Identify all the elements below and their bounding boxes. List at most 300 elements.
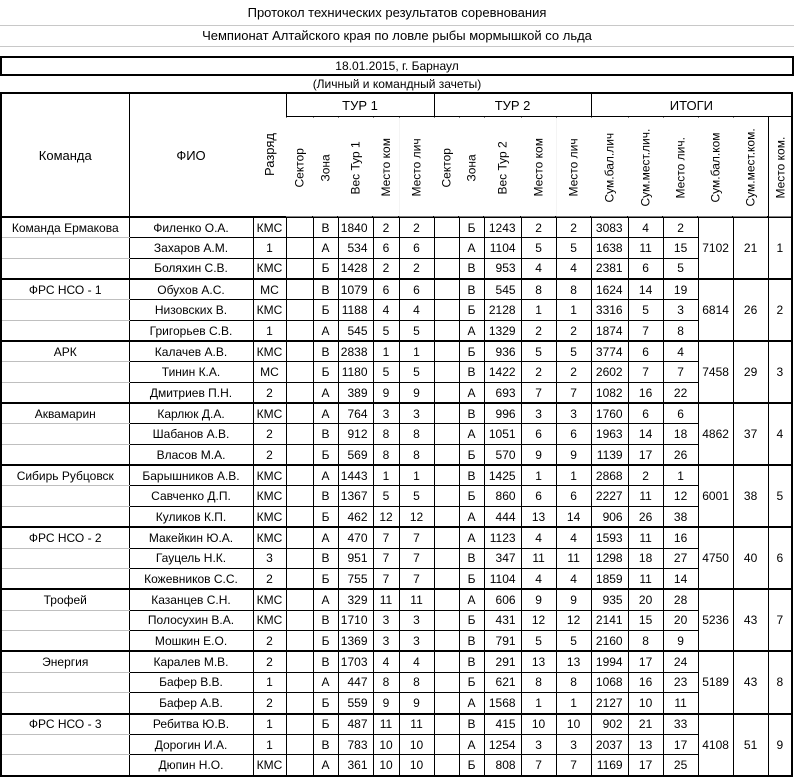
cell-t1-sektor [286,465,313,486]
member-row [1,238,792,259]
cell-t2-mesto-kom: 9 [521,445,556,466]
cell-t1-ves: 1703 [338,651,373,672]
cell-t2-mesto-lich: 2 [556,217,591,238]
cell-mesto-lich: 33 [663,714,698,735]
cell-sum-mest-kom: 40 [733,527,768,589]
cell-team-name [1,548,129,569]
cell-t2-sektor [434,445,459,466]
cell-mesto-lich: 3 [663,300,698,321]
cell-t2-mesto-kom: 5 [521,631,556,652]
cell-t2-ves: 347 [484,548,521,569]
cell-t2-mesto-kom: 2 [521,320,556,341]
cell-t1-zona: В [313,424,338,445]
cell-t2-zona: А [459,589,484,610]
cell-t1-sektor [286,569,313,590]
member-row [1,693,792,714]
cell-t2-mesto-kom: 8 [521,672,556,693]
cell-sum-bal-lich: 1298 [591,548,628,569]
cell-t1-ves: 447 [338,672,373,693]
cell-t1-ves: 2838 [338,341,373,362]
note: (Личный и командный зачеты) [312,77,482,91]
cell-sum-mest-lich: 7 [628,320,663,341]
cell-sum-mest-lich: 17 [628,445,663,466]
cell-t2-ves: 444 [484,507,521,528]
cell-t2-mesto-kom: 12 [521,610,556,631]
member-row [1,755,792,776]
cell-t2-sektor [434,486,459,507]
cell-t2-mesto-kom: 13 [521,651,556,672]
cell-t1-zona: А [313,320,338,341]
cell-t1-ves: 1428 [338,258,373,279]
cell-t2-zona: Б [459,300,484,321]
cell-sum-bal-lich: 935 [591,589,628,610]
cell-sum-bal-kom: 5189 [698,651,733,713]
cell-t1-sektor [286,403,313,424]
cell-sum-mest-lich: 11 [628,238,663,259]
cell-sum-mest-lich: 10 [628,693,663,714]
cell-sum-mest-lich: 11 [628,527,663,548]
cell-sum-mest-kom: 51 [733,714,768,776]
cell-t1-mesto-lich: 11 [399,589,434,610]
cell-t2-ves: 953 [484,258,521,279]
cell-t2-mesto-kom: 2 [521,217,556,238]
cell-t1-sektor [286,362,313,383]
cell-mesto-lich: 28 [663,589,698,610]
member-row [1,424,792,445]
cell-t1-ves: 470 [338,527,373,548]
cell-t1-zona: Б [313,507,338,528]
cell-razryad: 2 [253,424,286,445]
cell-t2-mesto-kom: 5 [521,341,556,362]
cell-t1-mesto-lich: 8 [399,445,434,466]
cell-t2-zona: В [459,465,484,486]
cell-t1-zona: В [313,486,338,507]
cell-sum-mest-lich: 26 [628,507,663,528]
cell-t2-mesto-kom: 1 [521,693,556,714]
cell-sum-bal-lich: 1963 [591,424,628,445]
cell-fio: Калачев А.В. [129,341,253,362]
cell-t2-sektor [434,238,459,259]
cell-sum-bal-kom: 6814 [698,279,733,341]
cell-t2-mesto-lich: 3 [556,403,591,424]
cell-t1-zona: А [313,672,338,693]
cell-t1-mesto-lich: 6 [399,279,434,300]
cell-mesto-lich: 1 [663,465,698,486]
cell-fio: Дорогин И.А. [129,734,253,755]
cell-razryad: 2 [253,445,286,466]
cell-t1-mesto-kom: 2 [373,258,399,279]
cell-t1-mesto-lich: 6 [399,238,434,259]
cell-t2-ves: 415 [484,714,521,735]
cell-sum-mest-lich: 17 [628,651,663,672]
cell-t1-zona: Б [313,693,338,714]
cell-t1-zona: Б [313,258,338,279]
cell-t1-sektor [286,714,313,735]
cell-fio: Полосухин В.А. [129,610,253,631]
cell-t1-zona: Б [313,631,338,652]
cell-mesto-lich: 14 [663,569,698,590]
cell-razryad: КМС [253,486,286,507]
cell-t1-zona: Б [313,362,338,383]
cell-t1-zona: В [313,341,338,362]
member-row [1,548,792,569]
cell-t2-sektor [434,465,459,486]
cell-t1-mesto-lich: 5 [399,320,434,341]
cell-team-name: Сибирь Рубцовск [1,465,129,486]
cell-t2-zona: Б [459,341,484,362]
cell-fio: Куликов К.П. [129,507,253,528]
cell-sum-mest-kom: 29 [733,341,768,403]
cell-t1-mesto-kom: 6 [373,279,399,300]
cell-t2-mesto-lich: 6 [556,424,591,445]
member-row [1,507,792,528]
cell-t1-mesto-lich: 2 [399,258,434,279]
col-header-itogi-sum-mest-lich: Сум.мест.лич. [628,117,663,218]
cell-fio: Боляхин С.В. [129,258,253,279]
cell-t1-zona: А [313,589,338,610]
cell-team-name [1,320,129,341]
cell-t2-ves: 1254 [484,734,521,755]
cell-t1-mesto-kom: 12 [373,507,399,528]
cell-sum-mest-lich: 18 [628,548,663,569]
cell-t2-ves: 606 [484,589,521,610]
cell-sum-mest-kom: 37 [733,403,768,465]
cell-t2-zona: Б [459,217,484,238]
cell-t1-mesto-lich: 3 [399,631,434,652]
cell-t2-mesto-lich: 7 [556,383,591,404]
col-header-t1-zona: Зона [313,117,338,218]
member-row [1,527,792,548]
cell-mesto-kom: 5 [768,465,792,527]
cell-mesto-kom: 9 [768,714,792,776]
cell-fio: Каралев М.В. [129,651,253,672]
cell-t2-zona: А [459,527,484,548]
cell-t1-sektor [286,631,313,652]
cell-t1-mesto-kom: 3 [373,610,399,631]
col-header-t2-mesto-lich: Место лич [556,117,591,218]
cell-t2-zona: А [459,238,484,259]
cell-mesto-lich: 12 [663,486,698,507]
cell-t1-ves: 361 [338,755,373,776]
cell-t1-mesto-kom: 11 [373,714,399,735]
cell-fio: Бафер В.В. [129,672,253,693]
cell-t1-ves: 1188 [338,300,373,321]
cell-sum-mest-lich: 6 [628,341,663,362]
cell-fio: Шабанов А.В. [129,424,253,445]
cell-fio: Власов М.А. [129,445,253,466]
cell-mesto-lich: 7 [663,362,698,383]
cell-t1-zona: В [313,651,338,672]
cell-t1-mesto-kom: 5 [373,320,399,341]
cell-t2-sektor [434,527,459,548]
member-row [1,734,792,755]
cell-t2-zona: А [459,734,484,755]
cell-t1-ves: 764 [338,403,373,424]
cell-t1-mesto-lich: 3 [399,403,434,424]
cell-t2-mesto-lich: 1 [556,465,591,486]
cell-razryad: 1 [253,238,286,259]
cell-team-name [1,486,129,507]
cell-t1-sektor [286,486,313,507]
cell-sum-bal-lich: 1082 [591,383,628,404]
cell-t2-zona: А [459,383,484,404]
cell-sum-bal-lich: 1068 [591,672,628,693]
cell-t1-sektor [286,507,313,528]
cell-t1-mesto-lich: 5 [399,486,434,507]
cell-t2-zona: В [459,651,484,672]
cell-t1-mesto-kom: 4 [373,300,399,321]
cell-sum-bal-lich: 902 [591,714,628,735]
cell-sum-bal-lich: 1760 [591,403,628,424]
cell-sum-bal-lich: 1994 [591,651,628,672]
cell-fio: Савченко Д.П. [129,486,253,507]
cell-t2-sektor [434,424,459,445]
cell-t1-sektor [286,300,313,321]
cell-fio: Карлюк Д.А. [129,403,253,424]
cell-sum-bal-kom: 7102 [698,217,733,279]
cell-sum-bal-lich: 2602 [591,362,628,383]
cell-team-name: Аквамарин [1,403,129,424]
cell-t2-ves: 2128 [484,300,521,321]
cell-fio: Мошкин Е.О. [129,631,253,652]
cell-t2-sektor [434,569,459,590]
cell-t2-ves: 936 [484,341,521,362]
cell-fio: Дюпин Н.О. [129,755,253,776]
cell-sum-mest-lich: 14 [628,424,663,445]
cell-t2-zona: В [459,631,484,652]
cell-t1-ves: 1367 [338,486,373,507]
cell-t1-ves: 329 [338,589,373,610]
member-row [1,362,792,383]
cell-t1-sektor [286,651,313,672]
cell-fio: Казанцев С.Н. [129,589,253,610]
cell-t2-mesto-lich: 11 [556,548,591,569]
cell-mesto-lich: 15 [663,238,698,259]
cell-t2-zona: Б [459,486,484,507]
cell-sum-mest-kom: 21 [733,217,768,279]
cell-t2-sektor [434,362,459,383]
cell-sum-bal-lich: 1638 [591,238,628,259]
cell-t2-sektor [434,714,459,735]
cell-t2-mesto-lich: 9 [556,589,591,610]
results-table [0,92,793,777]
cell-t2-zona: В [459,548,484,569]
cell-t1-mesto-kom: 10 [373,734,399,755]
cell-sum-mest-lich: 5 [628,300,663,321]
col-header-t2-sektor: Сектор [434,117,459,218]
cell-t1-mesto-kom: 2 [373,217,399,238]
cell-t1-zona: В [313,610,338,631]
cell-t2-mesto-lich: 5 [556,341,591,362]
cell-razryad: КМС [253,217,286,238]
member-row [1,341,792,362]
cell-t1-mesto-lich: 4 [399,651,434,672]
cell-t2-ves: 791 [484,631,521,652]
cell-t1-ves: 487 [338,714,373,735]
cell-fio: Григорьев С.В. [129,320,253,341]
cell-t2-mesto-kom: 10 [521,714,556,735]
cell-mesto-lich: 22 [663,383,698,404]
cell-razryad: КМС [253,300,286,321]
cell-team-name: АРК [1,341,129,362]
cell-mesto-lich: 16 [663,527,698,548]
cell-sum-bal-lich: 2227 [591,486,628,507]
cell-team-name [1,569,129,590]
cell-t1-mesto-lich: 12 [399,507,434,528]
cell-t1-mesto-kom: 9 [373,383,399,404]
cell-mesto-lich: 20 [663,610,698,631]
cell-t2-ves: 1425 [484,465,521,486]
cell-fio: Дмитриев П.Н. [129,383,253,404]
cell-razryad: 2 [253,631,286,652]
cell-t1-ves: 1079 [338,279,373,300]
cell-mesto-lich: 5 [663,258,698,279]
cell-sum-mest-lich: 15 [628,610,663,631]
col-header-itogi-sum-mest-kom: Сум.мест.ком. [733,117,768,218]
cell-fio: Ребитва Ю.В. [129,714,253,735]
cell-sum-mest-lich: 4 [628,217,663,238]
cell-t2-sektor [434,610,459,631]
cell-team-name [1,631,129,652]
cell-t1-mesto-kom: 9 [373,693,399,714]
cell-t2-mesto-lich: 14 [556,507,591,528]
cell-sum-bal-lich: 2037 [591,734,628,755]
cell-sum-bal-lich: 1169 [591,755,628,776]
cell-mesto-kom: 2 [768,279,792,341]
cell-team-name [1,610,129,631]
member-row [1,589,792,610]
cell-fio: Филенко О.А. [129,217,253,238]
cell-t1-mesto-kom: 7 [373,548,399,569]
member-row [1,279,792,300]
cell-razryad: КМС [253,465,286,486]
cell-t1-mesto-kom: 8 [373,672,399,693]
cell-t2-mesto-lich: 13 [556,651,591,672]
cell-t2-mesto-lich: 2 [556,362,591,383]
cell-team-name: Энергия [1,651,129,672]
cell-sum-bal-kom: 5236 [698,589,733,651]
cell-sum-bal-lich: 2868 [591,465,628,486]
cell-t2-mesto-kom: 9 [521,589,556,610]
cell-team-name [1,258,129,279]
cell-sum-mest-lich: 14 [628,279,663,300]
cell-t2-zona: Б [459,445,484,466]
col-header-t2-zona: Зона [459,117,484,218]
cell-sum-mest-lich: 13 [628,734,663,755]
cell-sum-mest-lich: 11 [628,569,663,590]
cell-t2-zona: В [459,258,484,279]
cell-t2-ves: 1422 [484,362,521,383]
cell-team-name: ФРС НСО - 3 [1,714,129,735]
cell-t1-ves: 783 [338,734,373,755]
cell-t2-ves: 431 [484,610,521,631]
cell-sum-bal-lich: 3316 [591,300,628,321]
cell-t1-ves: 1443 [338,465,373,486]
cell-t2-sektor [434,258,459,279]
col-header-itogi-sum-bal-kom: Сум.бал.ком [698,117,733,218]
header-group-row [1,93,792,117]
member-row [1,403,792,424]
cell-fio: Тинин К.А. [129,362,253,383]
cell-mesto-lich: 2 [663,217,698,238]
cell-t1-mesto-lich: 9 [399,383,434,404]
cell-t2-mesto-kom: 2 [521,362,556,383]
cell-t1-mesto-lich: 7 [399,548,434,569]
cell-t2-sektor [434,631,459,652]
cell-team-name [1,445,129,466]
cell-razryad: 2 [253,569,286,590]
member-row [1,320,792,341]
cell-t2-mesto-kom: 1 [521,300,556,321]
cell-sum-bal-lich: 1139 [591,445,628,466]
cell-t2-sektor [434,589,459,610]
cell-fio: Барышников А.В. [129,465,253,486]
cell-t2-ves: 1243 [484,217,521,238]
cell-sum-bal-lich: 3083 [591,217,628,238]
cell-t1-zona: А [313,238,338,259]
cell-t2-sektor [434,755,459,776]
cell-t2-zona: В [459,279,484,300]
cell-sum-bal-kom: 7458 [698,341,733,403]
cell-mesto-lich: 4 [663,341,698,362]
cell-sum-bal-lich: 906 [591,507,628,528]
cell-t1-ves: 1840 [338,217,373,238]
cell-razryad: КМС [253,755,286,776]
cell-t2-ves: 693 [484,383,521,404]
cell-razryad: КМС [253,527,286,548]
col-header-itogi-mesto-kom: Место ком. [768,117,792,218]
cell-t2-ves: 1329 [484,320,521,341]
cell-t2-sektor [434,383,459,404]
cell-t2-zona: А [459,320,484,341]
cell-t1-ves: 534 [338,238,373,259]
cell-team-name [1,362,129,383]
cell-t2-mesto-lich: 7 [556,755,591,776]
cell-mesto-lich: 6 [663,403,698,424]
cell-team-name [1,693,129,714]
cell-t2-ves: 808 [484,755,521,776]
cell-t2-mesto-lich: 1 [556,693,591,714]
member-row [1,258,792,279]
cell-mesto-kom: 1 [768,217,792,279]
cell-t1-mesto-lich: 10 [399,734,434,755]
cell-sum-bal-kom: 4862 [698,403,733,465]
member-row [1,672,792,693]
document-subtitle: Чемпионат Алтайского края по ловле рыбы мормышкой со льда [0,26,794,47]
cell-t2-mesto-lich: 4 [556,258,591,279]
cell-t2-mesto-lich: 5 [556,631,591,652]
cell-t2-sektor [434,672,459,693]
cell-mesto-lich: 27 [663,548,698,569]
cell-mesto-lich: 9 [663,631,698,652]
cell-t2-mesto-lich: 8 [556,279,591,300]
cell-t2-sektor [434,548,459,569]
cell-t2-sektor [434,693,459,714]
cell-sum-mest-lich: 20 [628,589,663,610]
cell-t2-zona: А [459,693,484,714]
cell-razryad: КМС [253,589,286,610]
cell-t2-ves: 1104 [484,569,521,590]
cell-t2-zona: Б [459,672,484,693]
cell-t1-sektor [286,734,313,755]
cell-sum-mest-lich: 2 [628,465,663,486]
cell-t1-zona: Б [313,300,338,321]
cell-t2-zona: А [459,424,484,445]
cell-sum-mest-lich: 16 [628,672,663,693]
cell-t2-sektor [434,651,459,672]
cell-t1-sektor [286,320,313,341]
cell-mesto-lich: 18 [663,424,698,445]
